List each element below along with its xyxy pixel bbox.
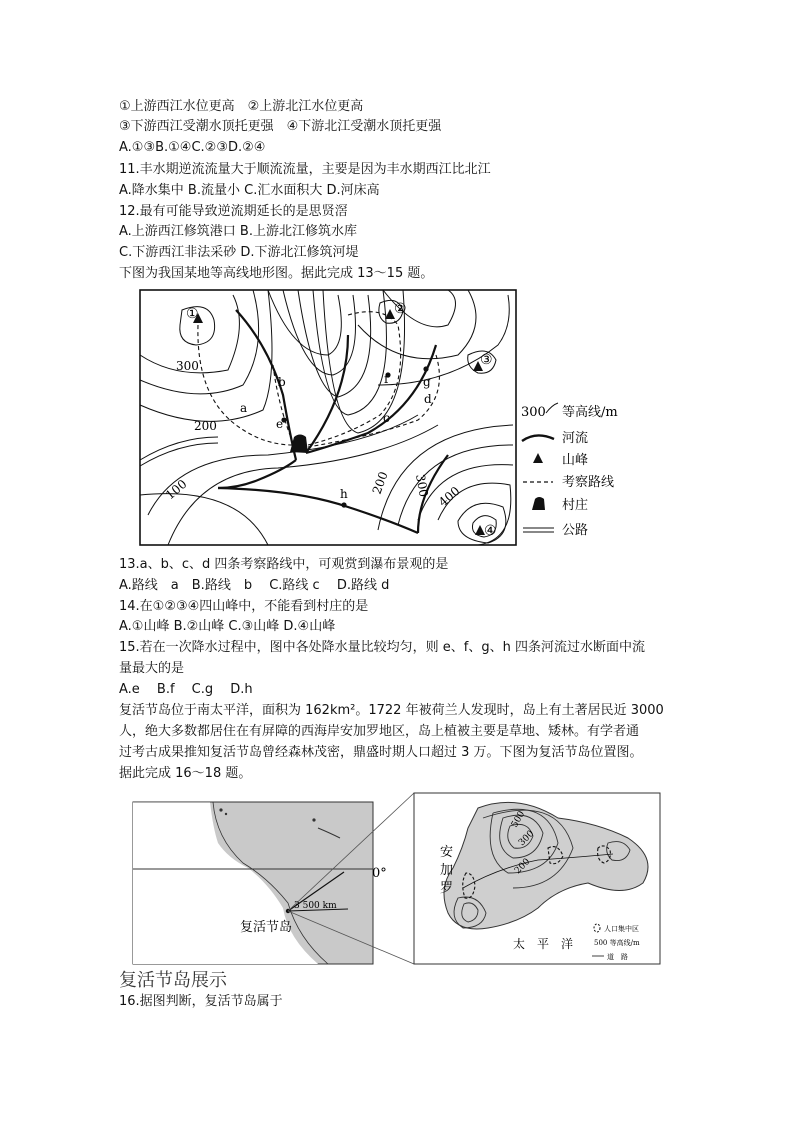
easter-island-figure	[118, 788, 668, 972]
point-label-b: b	[278, 375, 286, 389]
passage-line-4: 据此完成 16～18 题。	[119, 766, 252, 781]
legend-contour-label: 等高线/m	[562, 405, 618, 420]
q14-stem: 14.在①②③④四山峰中，不能看到村庄的是	[119, 599, 369, 614]
contour-label-300: 300	[176, 359, 199, 373]
peak-label-3: ③	[480, 352, 493, 368]
angaroa-label-2: 加	[440, 863, 454, 878]
legend-road-label: 公路	[562, 523, 589, 538]
small-island	[219, 808, 222, 811]
map-legend	[521, 403, 618, 538]
small-island	[225, 813, 227, 815]
small-island	[312, 818, 315, 821]
legend-village-icon	[532, 497, 545, 510]
contour-label-300-right: 300	[413, 473, 431, 499]
legend-village-label: 村庄	[562, 498, 589, 513]
legend-contour-label: 500 等高线/m	[594, 939, 640, 947]
contour-label-200-right: 200	[369, 469, 391, 497]
island-contour-label-300: 300	[517, 828, 537, 849]
q12-stem: 12.最有可能导致逆流期延长的是思贤滘	[119, 204, 348, 219]
point-label-h: h	[340, 487, 348, 501]
q10-option-line-1: ①上游西江水位更高 ②上游北江水位更高	[119, 99, 364, 114]
passage-line-2: 人，绝大多数都居住在有屏障的西海岸安加罗地区，岛上植被主要是草地、矮林。有学者通	[119, 724, 640, 739]
q13-stem: 13.a、b、c、d 四条考察路线中，可观赏到瀑布景观的是	[119, 557, 449, 572]
legend-road-label: 道 路	[607, 953, 628, 961]
island-contour-label-500: 500	[509, 809, 528, 830]
point-label-g: g	[423, 375, 431, 389]
peak-label-2: ②	[394, 301, 407, 317]
q15-stem-1: 15.若在一次降水过程中，图中各处降水量比较均匀，则 e、f、g、h 四条河流过水断面中流	[119, 640, 646, 655]
legend-contour-icon	[546, 403, 558, 413]
legend-river-icon	[522, 435, 554, 441]
point-label-a: a	[240, 401, 248, 415]
contour-label-100: 100	[162, 476, 190, 503]
q16-stem: 16.据图判断，复活节岛属于	[119, 994, 283, 1009]
contour-label-200: 200	[194, 419, 217, 433]
legend-contour-value: 300	[521, 405, 546, 420]
distance-label: 3 500 km	[294, 901, 337, 911]
q15-choices: A.e B.f C.g D.h	[119, 682, 253, 697]
legend-route-label: 考察路线	[562, 475, 615, 490]
passage-line-1: 复活节岛位于南太平洋，面积为 162km²。1722 年被荷兰人发现时，岛上有土著居民近 3000	[119, 703, 664, 718]
q13-choices: A.路线 a B.路线 b C.路线 c D.路线 d	[119, 578, 390, 593]
contour-label-400: 400	[435, 483, 463, 510]
figure-caption-partial: 复活节岛展示	[119, 970, 227, 991]
easter-island-label: 复活节岛	[240, 920, 293, 935]
q12-choices-2: C.下游西江非法采砂 D.下游北江修筑河堤	[119, 245, 359, 260]
q14-choices: A.①山峰 B.②山峰 C.③山峰 D.④山峰	[119, 619, 336, 634]
legend-population-label: 人口集中区	[604, 925, 639, 933]
legend-peak-icon	[533, 453, 543, 463]
pacific-ocean-label: 太 平 洋	[513, 937, 574, 951]
legend-river-label: 河流	[562, 431, 589, 446]
q10-option-line-2: ③下游西江受潮水顶托更强 ④下游北江受潮水顶托更强	[119, 119, 442, 134]
angaroa-label-3: 罗	[440, 881, 454, 896]
angaroa-label-1: 安	[440, 845, 454, 860]
contour-map-figure	[118, 285, 638, 550]
point-label-d: d	[424, 392, 432, 406]
point-label-c: c	[383, 411, 390, 425]
point-label-f: f	[384, 372, 389, 386]
q12-choices-1: A.上游西江修筑港口 B.上游北江修筑水库	[119, 224, 357, 239]
peak-label-1: ①	[186, 306, 199, 322]
q10-choices: A.①③B.①④C.②③D.②④	[119, 140, 266, 155]
equator-label: 0°	[372, 866, 387, 881]
intro-13-15: 下图为我国某地等高线地形图。据此完成 13～15 题。	[119, 266, 434, 281]
q15-stem-2: 量最大的是	[119, 661, 185, 676]
q11-stem: 11.丰水期逆流流量大于顺流流量，主要是因为丰水期西江比北江	[119, 162, 491, 177]
point-label-e: e	[276, 417, 284, 431]
q11-choices: A.降水集中 B.流量小 C.汇水面积大 D.河床高	[119, 183, 380, 198]
passage-line-3: 过考古成果推知复活节岛曾经森林茂密，鼎盛时期人口超过 3 万。下图为复活节岛位置图。	[119, 745, 643, 760]
legend-peak-label: 山峰	[562, 453, 589, 468]
peak-label-4: ④	[484, 523, 497, 539]
island-contour-label-200: 200	[513, 856, 533, 877]
